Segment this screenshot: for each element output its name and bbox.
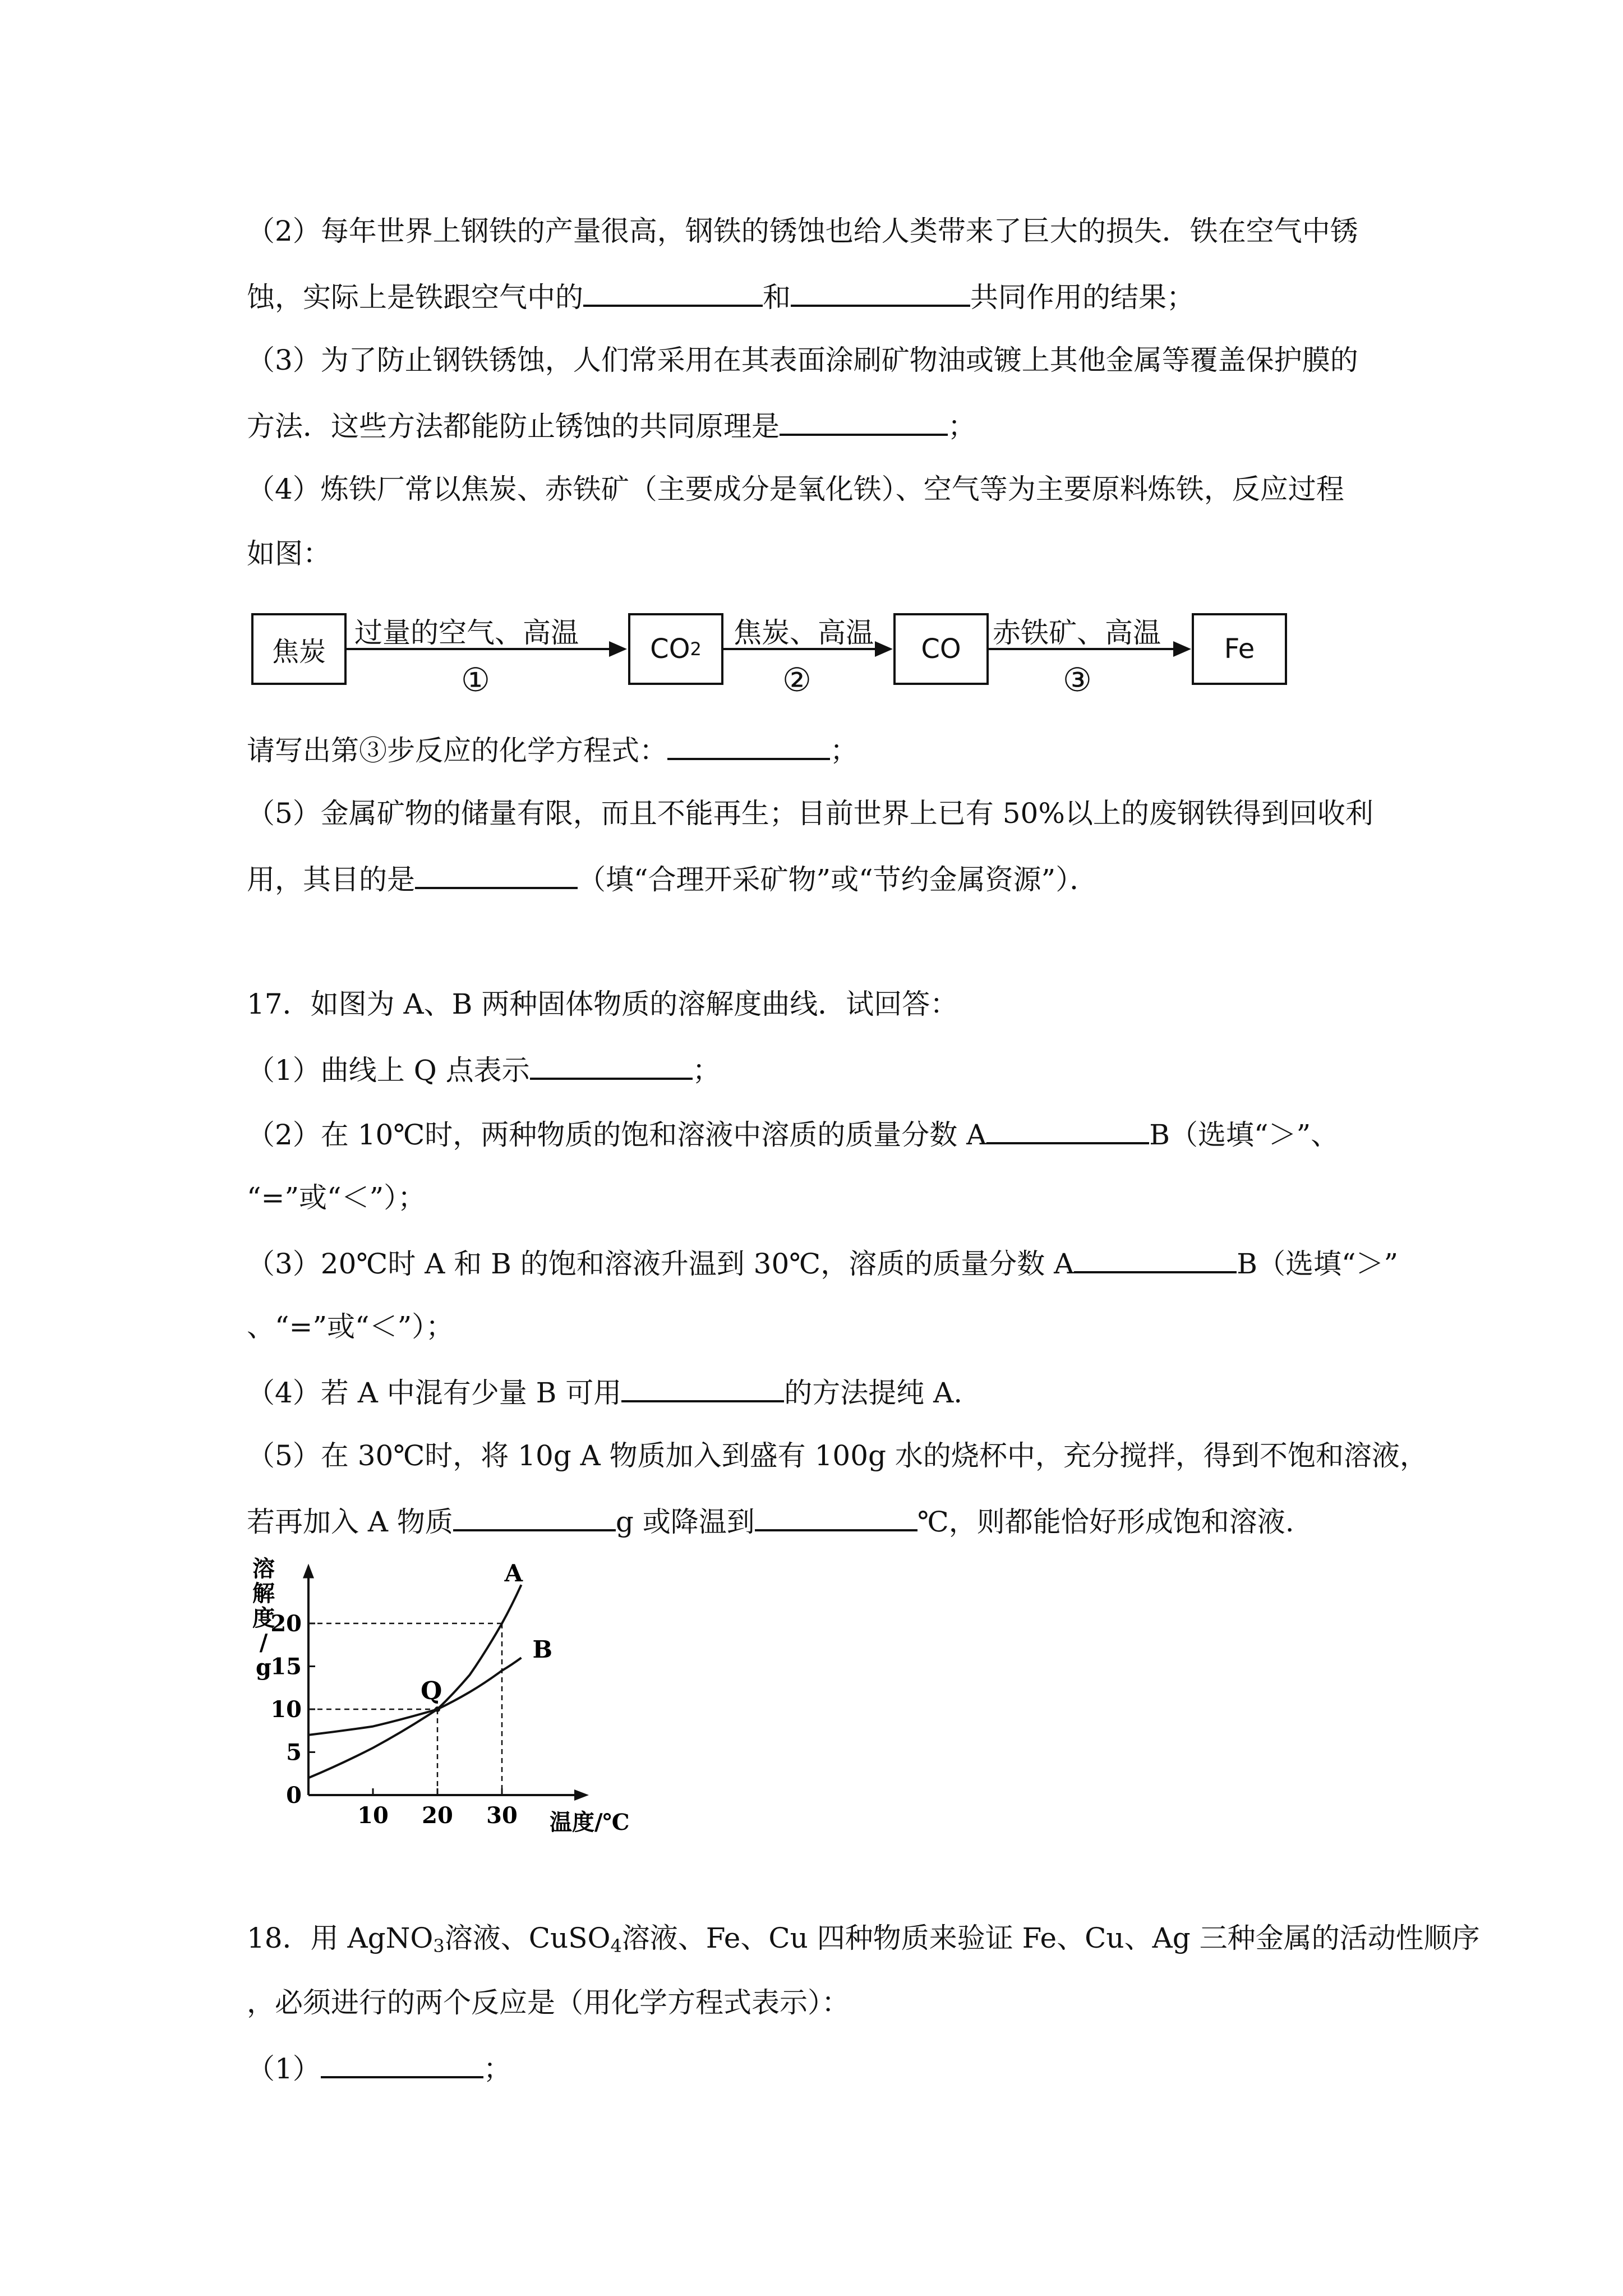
y-axis-label-char: /: [259, 1630, 268, 1656]
y-axis-label-char: 溶: [252, 1556, 275, 1582]
answer-blank[interactable]: [986, 1116, 1149, 1144]
x-tick-label: 20: [422, 1802, 453, 1829]
q16-p3a: （3）为了防止钢铁锈蚀，人们常采用在其表面涂刷矿物油或镀上其他金属等覆盖保护膜的: [247, 344, 1358, 376]
flow-arrow3-num: ③: [1063, 661, 1092, 699]
y-tick-label: 5: [286, 1739, 302, 1766]
flow-arrowhead-3: [1173, 641, 1191, 657]
answer-blank[interactable]: [667, 732, 830, 760]
answer-blank[interactable]: [530, 1052, 693, 1080]
q16-p2b: 蚀，实际上是铁跟空气中的 和 共同作用的结果；: [247, 279, 1195, 314]
q17-s3a: （3）20℃时 A 和 B 的饱和溶液升温到 30℃，溶质的质量分数 A B（选填“＞”: [247, 1245, 1398, 1281]
series-label-A: A: [504, 1559, 523, 1588]
x-axis-arrow: [574, 1789, 589, 1801]
y-tick-label: 20: [270, 1611, 302, 1637]
y-tick-label: 15: [270, 1653, 302, 1680]
flow-arrow3-label: 赤铁矿、高温: [993, 616, 1161, 649]
answer-blank[interactable]: [321, 2050, 483, 2078]
series-label-B: B: [532, 1636, 552, 1664]
q17-s5a: （5）在 30℃时，将 10g A 物质加入到盛有 100g 水的烧杯中，充分搅拌，得到不饱和溶液，: [247, 1439, 1428, 1472]
q17-s3b: 、“=”或“＜”）；: [247, 1310, 454, 1343]
point-marker-Q: [435, 1706, 440, 1712]
q17-s2b: “=”或“＜”）；: [247, 1181, 426, 1214]
q16-p2a: （2）每年世界上钢铁的产量很高，钢铁的锈蚀也给人类带来了巨大的损失．铁在空气中锈: [247, 215, 1358, 247]
flow-box-coke: 焦炭: [251, 613, 347, 685]
y-axis-arrow: [303, 1564, 314, 1579]
flow-box-co: CO: [893, 613, 989, 685]
flow-box-fe: Fe: [1192, 613, 1287, 685]
y-axis-label-char: 度: [252, 1605, 275, 1631]
y-tick-label: 10: [270, 1696, 302, 1723]
flow-arrowhead-2: [875, 641, 893, 657]
q16-p3b: 方法．这些方法都能防止锈蚀的共同原理是 ；: [247, 408, 976, 443]
x-tick-label: 30: [486, 1802, 518, 1829]
flow-arrow1-label: 过量的空气、高温: [354, 616, 579, 649]
y-tick-label: 0: [286, 1782, 302, 1809]
q16-p4b: 如图：: [247, 537, 331, 570]
q18-line1: 18．用 AgNO$_3$溶液、CuSO$_4$溶液、Fe、Cu 四种物质来验证 Fe、Cu、Ag 三种金属的活动性顺序: [247, 1922, 1480, 1957]
q17-s4: （4）若 A 中混有少量 B 可用 的方法提纯 A.: [247, 1374, 962, 1410]
q16-p4a: （4）炼铁厂常以焦炭、赤铁矿（主要成分是氧化铁）、空气等为主要原料炼铁，反应过程: [247, 473, 1344, 505]
q17-s1: （1）曲线上 Q 点表示 ；: [247, 1052, 721, 1087]
answer-blank[interactable]: [621, 1374, 784, 1402]
answer-blank[interactable]: [453, 1503, 616, 1531]
flow-box-co2: CO 2: [628, 613, 723, 685]
point-label-Q: Q: [421, 1677, 442, 1705]
answer-blank[interactable]: [755, 1503, 917, 1531]
answer-blank[interactable]: [415, 861, 578, 889]
y-axis-label-char: g: [256, 1654, 271, 1681]
series-curve-A: [308, 1585, 522, 1778]
answer-blank[interactable]: [1074, 1245, 1237, 1273]
q18-line3: （1） ；: [247, 2050, 511, 2086]
q17-s2a: （2）在 10℃时，两种物质的饱和溶液中溶质的质量分数 A B（选填“＞”、: [247, 1116, 1339, 1152]
x-axis-label: 温度/℃: [550, 1809, 630, 1835]
q17-s5b: 若再加入 A 物质 g 或降温到 ℃，则都能恰好形成饱和溶液.: [247, 1503, 1294, 1539]
flow-arrowhead-1: [609, 641, 627, 657]
y-axis-label-char: 解: [252, 1580, 275, 1607]
flow-arrow2-label: 焦炭、高温: [734, 616, 874, 649]
q17-title: 17．如图为 A、B 两种固体物质的溶解度曲线．试回答：: [247, 988, 958, 1020]
solubility-chart: [247, 1554, 639, 1846]
q16-p4c: 请写出第③步反应的化学方程式： ；: [247, 732, 858, 767]
q16-p5b: 用，其目的是 （填“合理开采矿物”或“节约金属资源”）．: [247, 861, 1098, 896]
q16-p5a: （5）金属矿物的储量有限，而且不能再生；目前世界上已有 50%以上的废钢铁得到回收利: [247, 797, 1373, 830]
flow-arrow1-num: ①: [461, 661, 490, 699]
q18-line2: ，必须进行的两个反应是（用化学方程式表示）：: [247, 1986, 850, 2019]
x-tick-label: 10: [357, 1802, 389, 1829]
flow-arrow2-num: ②: [782, 661, 811, 699]
